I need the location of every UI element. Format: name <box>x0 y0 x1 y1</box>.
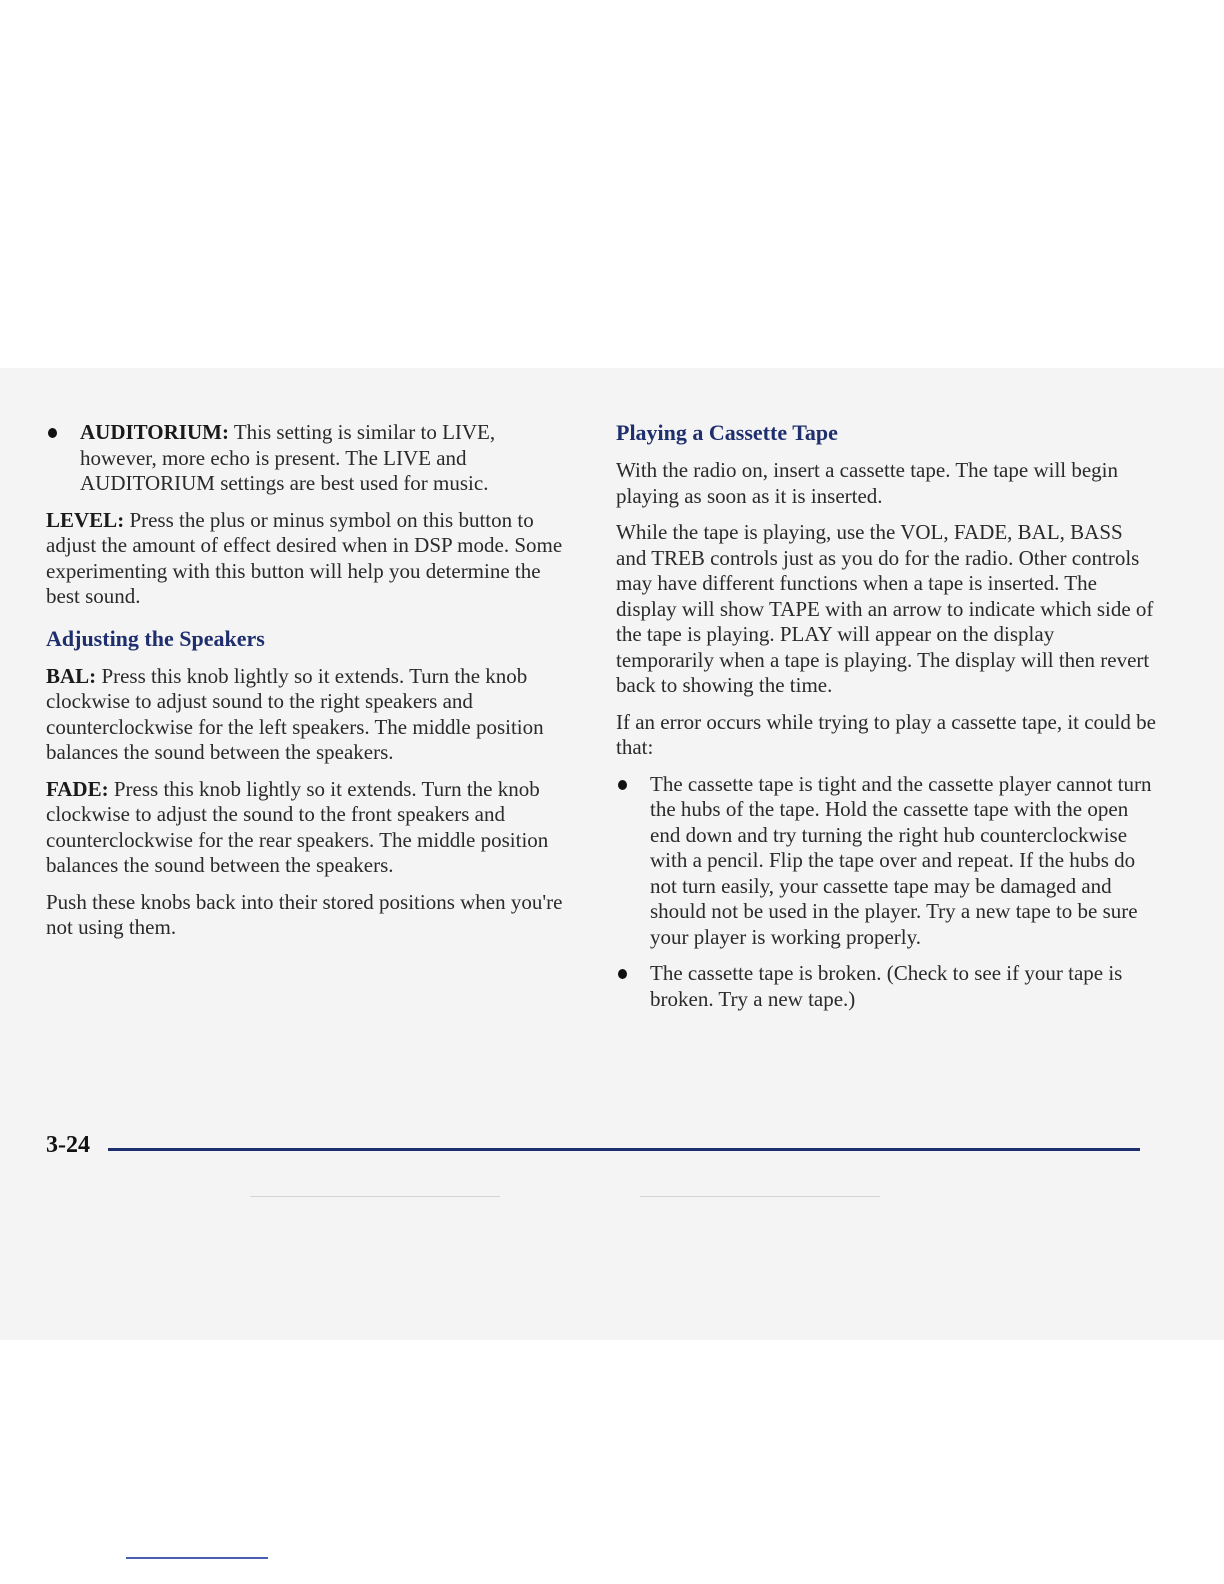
faint-divider <box>250 1196 500 1197</box>
error-item <box>616 961 1156 1012</box>
fade-term: FADE: <box>46 776 109 801</box>
bottom-underline <box>126 1557 268 1559</box>
cassette-para-1: With the radio on, insert a cassette tape. The tape will begin playing as soon as it is inserted. <box>616 458 1119 508</box>
bullet-icon <box>48 428 57 438</box>
level-paragraph <box>46 508 576 610</box>
bal-term: BAL: <box>46 663 97 688</box>
auditorium-term: AUDITORIUM: <box>80 420 229 444</box>
footer-rule <box>108 1148 1140 1151</box>
cassette-para-2: While the tape is playing, use the VOL, FADE, BAL, BASS and TREB controls just as you do for the radio. Other controls may have different functions when a tape is inserted. The display will show TAPE with an arrow to indicate which side of the tape is playing. PLAY will appear on the display temporarily when a tape is playing. The display will then revert back to showing the time. <box>616 520 1154 697</box>
left-column <box>46 420 576 952</box>
speakers-heading: Adjusting the Speakers <box>46 625 265 651</box>
bal-paragraph <box>46 664 576 766</box>
bal-text: Press this knob lightly so it extends. Turn the knob clockwise to adjust sound to the right speakers and counterclockwise for the left speakers. The middle position balances the sound between the speakers. <box>46 663 544 764</box>
error-item-text: The cassette tape is broken. (Check to see if your tape is broken. Try a new tape.) <box>650 961 1123 1011</box>
fade-paragraph <box>46 777 576 879</box>
bullet-icon <box>618 780 627 790</box>
page-number: 3-24 <box>46 1132 90 1158</box>
level-text: Press the plus or minus symbol on this button to adjust the amount of effect desired when in DSP mode. Some experimenting with this button will help you determine the best sound. <box>46 507 563 608</box>
auditorium-list <box>46 420 576 497</box>
error-item <box>616 772 1156 951</box>
fade-text: Press this knob lightly so it extends. Turn the knob clockwise to adjust the sound to the front speakers and counterclockwise for the rear speakers. The middle position balances the sound between the speakers. <box>46 776 549 877</box>
cassette-heading: Playing a Cassette Tape <box>616 420 838 445</box>
right-column <box>616 420 1156 1023</box>
error-item-text: The cassette tape is tight and the cassette player cannot turn the hubs of the tape. Hold the cassette tape with the open end down and try turning the right hub counterclockwise with a pencil. Flip the tape over and repeat. If the hubs do not turn easily, your cassette tape may be damaged and should not be used in the player. Try a new tape to be sure your player is working properly. <box>650 771 1152 949</box>
auditorium-text: This setting is similar to LIVE, however, more echo is present. The LIVE and AUDITORIUM settings are best used for music. <box>80 420 496 495</box>
error-list <box>616 772 1156 1013</box>
cassette-para-3: If an error occurs while trying to play a cassette tape, it could be that: <box>616 709 1156 759</box>
push-paragraph: Push these knobs back into their stored positions when you're not using them. <box>46 889 563 939</box>
auditorium-item <box>46 420 576 497</box>
level-term: LEVEL: <box>46 507 125 532</box>
bullet-icon <box>618 969 627 979</box>
faint-divider <box>640 1196 880 1197</box>
